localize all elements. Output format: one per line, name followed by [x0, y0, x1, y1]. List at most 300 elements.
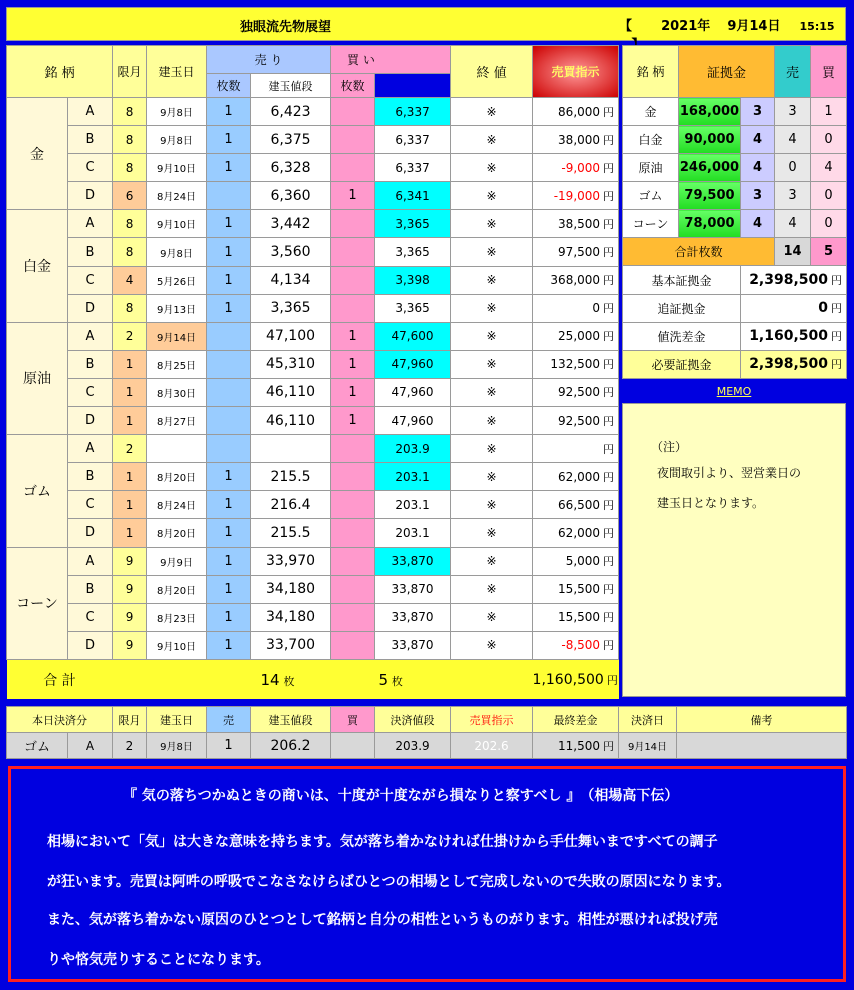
contract-label: D — [68, 519, 113, 547]
sell-count: 1 — [207, 126, 251, 154]
close-price: 3,365 — [375, 210, 451, 238]
contract-label: C — [68, 266, 113, 294]
valuation-diff-value: 66,500 — [558, 497, 601, 512]
yen-unit: 円 — [603, 302, 615, 316]
total-spacer — [113, 659, 251, 699]
settle-diff — [533, 733, 619, 759]
yen-unit: 円 — [603, 330, 615, 344]
position-row — [7, 98, 619, 126]
buy-count — [331, 631, 375, 659]
sell-count: 1 — [207, 238, 251, 266]
commodity-name: 原油 — [7, 322, 68, 434]
buy-count — [331, 519, 375, 547]
side-margin: 90,000 — [679, 126, 741, 154]
side-total-buy: 5 — [811, 238, 847, 266]
memo-label[interactable]: MEMO — [716, 385, 752, 398]
close-price: 6,337 — [375, 154, 451, 182]
buy-count: 1 — [331, 182, 375, 210]
close-price: 47,960 — [375, 378, 451, 406]
valuation-diff — [533, 126, 619, 154]
side-count: 3 — [741, 182, 775, 210]
summary-label: 必要証拠金 — [623, 350, 741, 378]
buy-count — [331, 98, 375, 126]
settle-buy — [331, 733, 375, 759]
positions-table — [6, 45, 619, 699]
side-margin: 168,000 — [679, 98, 741, 126]
contract-month: 6 — [113, 182, 147, 210]
commodity-name: 白金 — [7, 210, 68, 322]
contract-month: 1 — [113, 463, 147, 491]
yen-unit: 円 — [603, 189, 615, 203]
position-row — [7, 435, 619, 463]
side-sell: 3 — [775, 182, 811, 210]
entry-date: 8月23日 — [147, 603, 207, 631]
yen-unit: 円 — [603, 105, 615, 119]
valuation-diff — [533, 407, 619, 435]
header-month: 限月 — [113, 46, 147, 98]
sell-count: 1 — [207, 631, 251, 659]
settle-note — [677, 733, 847, 759]
side-count: 3 — [741, 98, 775, 126]
margin-row — [623, 182, 847, 210]
commodity-name: コーン — [7, 547, 68, 659]
position-row — [7, 378, 619, 406]
settle-header-sprice: 決済値段 — [375, 707, 451, 733]
header-sell: 売 り — [207, 46, 331, 74]
yen-unit: 円 — [603, 611, 615, 625]
total-label: 合 計 — [7, 659, 113, 699]
close-price: 203.1 — [375, 519, 451, 547]
total-sell-value: 14 — [260, 670, 280, 689]
summary-value — [741, 294, 847, 322]
yen-unit: 円 — [603, 739, 614, 753]
entry-date: 8月25日 — [147, 350, 207, 378]
signal-mark[interactable]: ※ — [451, 322, 533, 350]
position-row — [7, 154, 619, 182]
close-price: 47,600 — [375, 322, 451, 350]
summary-label: 基本証拠金 — [623, 266, 741, 294]
contract-label: A — [68, 322, 113, 350]
sell-count: 1 — [207, 547, 251, 575]
signal-mark[interactable]: ※ — [451, 154, 533, 182]
yen-unit: 円 — [606, 673, 618, 687]
side-header-margin: 証拠金 — [679, 46, 775, 98]
summary-row — [623, 294, 847, 322]
yen-unit: 円 — [831, 330, 843, 344]
entry-price: 3,365 — [251, 294, 331, 322]
entry-price: 6,360 — [251, 182, 331, 210]
header-date: 建玉日 — [147, 46, 207, 98]
signal-mark[interactable]: ※ — [451, 126, 533, 154]
entry-price: 215.5 — [251, 463, 331, 491]
side-count: 4 — [741, 154, 775, 182]
position-row — [7, 182, 619, 210]
settle-close-price: 203.9 — [375, 733, 451, 759]
valuation-diff-value: 132,500 — [550, 357, 601, 372]
entry-date: 9月13日 — [147, 294, 207, 322]
contract-month: 9 — [113, 603, 147, 631]
memo-line-2: 夜間取引より、翌営業日の — [657, 466, 802, 480]
valuation-diff-value: 25,000 — [558, 329, 601, 344]
settle-date: 9月14日 — [619, 733, 677, 759]
page-title: 独眼流先物展望 — [240, 20, 332, 35]
contract-month: 1 — [113, 519, 147, 547]
buy-count: 1 — [331, 407, 375, 435]
signal-mark[interactable]: ※ — [451, 182, 533, 210]
yen-unit: 円 — [603, 498, 615, 512]
quote-line-4: また、気が落ち着かない原因のひとつとして銘柄と自分の相性というものがります。相性が悪ければ投げ売 — [47, 912, 718, 928]
summary-row — [623, 266, 847, 294]
sell-count: 1 — [207, 463, 251, 491]
contract-label: C — [68, 154, 113, 182]
entry-price: 47,100 — [251, 322, 331, 350]
position-row — [7, 603, 619, 631]
side-buy: 4 — [811, 154, 847, 182]
side-margin: 246,000 — [679, 154, 741, 182]
yen-unit: 円 — [603, 217, 615, 231]
contract-label: D — [68, 407, 113, 435]
signal-mark[interactable]: ※ — [451, 350, 533, 378]
header-name: 銘 柄 — [7, 46, 113, 98]
entry-price: 34,180 — [251, 575, 331, 603]
buy-count — [331, 603, 375, 631]
entry-price: 215.5 — [251, 519, 331, 547]
close-price: 33,870 — [375, 575, 451, 603]
entry-price: 3,560 — [251, 238, 331, 266]
valuation-diff-value: 62,000 — [558, 469, 601, 484]
side-margin: 78,000 — [679, 210, 741, 238]
contract-label: B — [68, 575, 113, 603]
position-row — [7, 238, 619, 266]
quote-title: 『 気の落ちつかぬときの商いは、十度が十度ながら損なりと察すべし 』 （相場高下伝） — [123, 788, 679, 804]
contract-label: B — [68, 238, 113, 266]
buy-count — [331, 266, 375, 294]
yen-unit: 円 — [831, 274, 843, 288]
contract-month: 9 — [113, 547, 147, 575]
valuation-diff — [533, 154, 619, 182]
contract-label: D — [68, 631, 113, 659]
valuation-diff-value: 38,000 — [558, 132, 601, 147]
signal-mark[interactable]: ※ — [451, 378, 533, 406]
entry-date: 8月24日 — [147, 491, 207, 519]
total-buy-unit: 枚 — [391, 674, 403, 688]
sell-count — [207, 182, 251, 210]
entry-date — [147, 435, 207, 463]
signal-mark[interactable]: ※ — [451, 603, 533, 631]
sell-count: 1 — [207, 98, 251, 126]
total-sell — [251, 659, 375, 699]
contract-month: 1 — [113, 407, 147, 435]
contract-label: C — [68, 603, 113, 631]
settle-header-date: 建玉日 — [147, 707, 207, 733]
signal-mark[interactable]: ※ — [451, 435, 533, 463]
yen-unit: 円 — [603, 414, 615, 428]
sell-count: 1 — [207, 491, 251, 519]
header-close: 終 値 — [451, 46, 533, 98]
side-count: 4 — [741, 210, 775, 238]
yen-unit: 円 — [603, 442, 615, 456]
valuation-diff — [533, 238, 619, 266]
yen-unit: 円 — [603, 555, 615, 569]
side-total-label: 合計枚数 — [623, 238, 775, 266]
valuation-diff — [533, 603, 619, 631]
margin-row — [623, 210, 847, 238]
signal-mark[interactable]: ※ — [451, 463, 533, 491]
side-commodity: 原油 — [623, 154, 679, 182]
valuation-diff — [533, 182, 619, 210]
buy-count — [331, 126, 375, 154]
side-commodity: 白金 — [623, 126, 679, 154]
position-row — [7, 322, 619, 350]
close-price: 33,870 — [375, 603, 451, 631]
sell-count: 1 — [207, 575, 251, 603]
position-row — [7, 547, 619, 575]
entry-price: 46,110 — [251, 378, 331, 406]
settle-contract: A — [68, 733, 113, 759]
valuation-diff-value: 5,000 — [565, 554, 601, 569]
summary-amount: 2,398,500 — [749, 356, 829, 373]
summary-amount: 2,398,500 — [749, 272, 829, 289]
entry-price: 6,375 — [251, 126, 331, 154]
settle-header-note: 備考 — [677, 707, 847, 733]
position-row — [7, 491, 619, 519]
valuation-diff-value: -19,000 — [553, 188, 601, 203]
signal-mark[interactable]: ※ — [451, 98, 533, 126]
contract-label: D — [68, 294, 113, 322]
valuation-diff — [533, 350, 619, 378]
entry-date: 8月20日 — [147, 463, 207, 491]
settle-commodity: ゴム — [7, 733, 68, 759]
contract-month: 1 — [113, 491, 147, 519]
total-buy — [375, 659, 533, 699]
header-signal: 売買指示 — [533, 46, 619, 98]
side-commodity: 金 — [623, 98, 679, 126]
close-price: 33,870 — [375, 631, 451, 659]
contract-month: 8 — [113, 238, 147, 266]
date-year: 2021年 — [661, 19, 711, 34]
yen-unit: 円 — [603, 583, 615, 597]
contract-month: 8 — [113, 294, 147, 322]
contract-label: B — [68, 463, 113, 491]
margin-row — [623, 126, 847, 154]
yen-unit: 円 — [831, 302, 843, 316]
commodity-name: 金 — [7, 98, 68, 210]
valuation-diff — [533, 575, 619, 603]
entry-price: 34,180 — [251, 603, 331, 631]
bracket-left: 【 — [619, 19, 633, 34]
entry-price: 45,310 — [251, 350, 331, 378]
valuation-diff-value: -9,000 — [561, 160, 601, 175]
buy-count — [331, 294, 375, 322]
contract-label: D — [68, 182, 113, 210]
signal-mark[interactable]: ※ — [451, 547, 533, 575]
valuation-diff — [533, 547, 619, 575]
date-time: 15:15 — [799, 20, 835, 33]
entry-price: 33,970 — [251, 547, 331, 575]
contract-label: C — [68, 491, 113, 519]
yen-unit: 円 — [603, 274, 615, 288]
summary-value — [741, 266, 847, 294]
yen-unit: 円 — [603, 246, 615, 260]
side-margin: 79,500 — [679, 182, 741, 210]
signal-mark[interactable]: ※ — [451, 266, 533, 294]
summary-label: 追証拠金 — [623, 294, 741, 322]
buy-count: 1 — [331, 350, 375, 378]
quote-line-5: りや悋気売りすることになります。 — [47, 952, 270, 968]
contract-label: A — [68, 210, 113, 238]
entry-price: 4,134 — [251, 266, 331, 294]
summary-label: 値洗差金 — [623, 322, 741, 350]
signal-mark[interactable]: ※ — [451, 491, 533, 519]
signal-mark[interactable]: ※ — [451, 294, 533, 322]
contract-month: 2 — [113, 435, 147, 463]
settle-header-diff: 最終差金 — [533, 707, 619, 733]
signal-mark[interactable]: ※ — [451, 238, 533, 266]
entry-price: 6,423 — [251, 98, 331, 126]
buy-count — [331, 491, 375, 519]
settle-header-signal: 売買指示 — [451, 707, 533, 733]
buy-count — [331, 210, 375, 238]
contract-label: C — [68, 378, 113, 406]
entry-date: 8月20日 — [147, 575, 207, 603]
memo-line-3: 建玉日となります。 — [657, 496, 765, 510]
close-price: 6,337 — [375, 98, 451, 126]
header-sell-count: 枚数 — [207, 74, 251, 98]
memo-line-1: （注） — [651, 440, 688, 454]
yen-unit: 円 — [603, 358, 615, 372]
contract-month: 2 — [113, 322, 147, 350]
valuation-diff-value: 97,500 — [558, 245, 601, 260]
entry-price: 46,110 — [251, 407, 331, 435]
contract-month: 9 — [113, 631, 147, 659]
total-diff — [533, 659, 619, 699]
settle-header-month: 限月 — [113, 707, 147, 733]
valuation-diff-value: 92,500 — [558, 385, 601, 400]
side-header-name: 銘 柄 — [623, 46, 679, 98]
yen-unit: 円 — [831, 358, 843, 372]
signal-mark[interactable]: ※ — [451, 519, 533, 547]
sell-count: 1 — [207, 519, 251, 547]
signal-mark[interactable]: ※ — [451, 631, 533, 659]
valuation-diff — [533, 631, 619, 659]
side-commodity: ゴム — [623, 182, 679, 210]
buy-count — [331, 435, 375, 463]
contract-label: A — [68, 435, 113, 463]
quote-line-3: が狂います。売買は阿吽の呼吸でこなさなけらばひとつの相場として完成しないので失敗の原因になります。 — [47, 874, 731, 890]
entry-date: 9月10日 — [147, 631, 207, 659]
sell-count — [207, 435, 251, 463]
entry-date: 5月26日 — [147, 266, 207, 294]
summary-row — [623, 322, 847, 350]
header-buy-count: 枚数 — [331, 74, 375, 98]
close-price: 3,365 — [375, 294, 451, 322]
summary-value — [741, 350, 847, 378]
signal-mark[interactable]: ※ — [451, 575, 533, 603]
buy-count: 1 — [331, 378, 375, 406]
entry-date: 8月20日 — [147, 519, 207, 547]
position-row — [7, 294, 619, 322]
side-sell: 0 — [775, 154, 811, 182]
buy-count — [331, 238, 375, 266]
entry-date: 9月8日 — [147, 126, 207, 154]
close-price: 203.1 — [375, 491, 451, 519]
side-sell: 3 — [775, 98, 811, 126]
close-price: 33,870 — [375, 547, 451, 575]
side-commodity: コーン — [623, 210, 679, 238]
entry-date: 9月8日 — [147, 98, 207, 126]
contract-label: B — [68, 350, 113, 378]
quote-line-2: 相場において「気」は大きな意味を持ちます。気が落ち着かなければ仕掛けから手仕舞いまですべての調子 — [47, 834, 718, 850]
sell-count: 1 — [207, 154, 251, 182]
total-sell-unit: 枚 — [283, 674, 295, 688]
close-price: 3,365 — [375, 238, 451, 266]
quote-box — [8, 766, 846, 982]
close-price: 6,337 — [375, 126, 451, 154]
sell-count — [207, 350, 251, 378]
side-total-sell: 14 — [775, 238, 811, 266]
entry-price: 3,442 — [251, 210, 331, 238]
valuation-diff-value: 38,500 — [558, 216, 601, 231]
valuation-diff-value: 368,000 — [550, 273, 601, 288]
contract-month: 8 — [113, 126, 147, 154]
buy-count — [331, 154, 375, 182]
header-buy: 買 い — [331, 46, 451, 74]
valuation-diff-value: 92,500 — [558, 413, 601, 428]
signal-mark[interactable]: ※ — [451, 407, 533, 435]
sell-count — [207, 378, 251, 406]
settle-header-price: 建玉値段 — [251, 707, 331, 733]
entry-date: 9月10日 — [147, 154, 207, 182]
valuation-diff — [533, 519, 619, 547]
title-bar — [6, 7, 846, 41]
contract-label: B — [68, 126, 113, 154]
entry-date: 8月30日 — [147, 378, 207, 406]
close-price: 47,960 — [375, 407, 451, 435]
position-row — [7, 407, 619, 435]
side-header-buy: 買 — [811, 46, 847, 98]
sell-count: 1 — [207, 266, 251, 294]
date-monthday: 9月14日 — [727, 19, 781, 34]
signal-mark[interactable]: ※ — [451, 210, 533, 238]
settle-header-sdate: 決済日 — [619, 707, 677, 733]
contract-month: 4 — [113, 266, 147, 294]
valuation-diff — [533, 266, 619, 294]
close-price: 47,960 — [375, 350, 451, 378]
settle-header-sell: 売 — [207, 707, 251, 733]
valuation-diff — [533, 491, 619, 519]
settle-diff-value: 11,500 — [558, 738, 600, 753]
side-header-sell: 売 — [775, 46, 811, 98]
close-price: 6,341 — [375, 182, 451, 210]
yen-unit: 円 — [603, 526, 615, 540]
sell-count: 1 — [207, 603, 251, 631]
buy-count — [331, 547, 375, 575]
valuation-diff — [533, 98, 619, 126]
valuation-diff — [533, 378, 619, 406]
buy-count: 1 — [331, 322, 375, 350]
contract-label: A — [68, 547, 113, 575]
valuation-diff-value: 15,500 — [558, 610, 601, 625]
margin-row — [623, 154, 847, 182]
settle-month: 2 — [113, 733, 147, 759]
side-buy: 1 — [811, 98, 847, 126]
entry-date: 8月24日 — [147, 182, 207, 210]
settle-header-label: 本日決済分 — [7, 707, 113, 733]
side-count: 4 — [741, 126, 775, 154]
entry-date: 9月8日 — [147, 238, 207, 266]
settle-header-buy: 買 — [331, 707, 375, 733]
side-sell: 4 — [775, 126, 811, 154]
